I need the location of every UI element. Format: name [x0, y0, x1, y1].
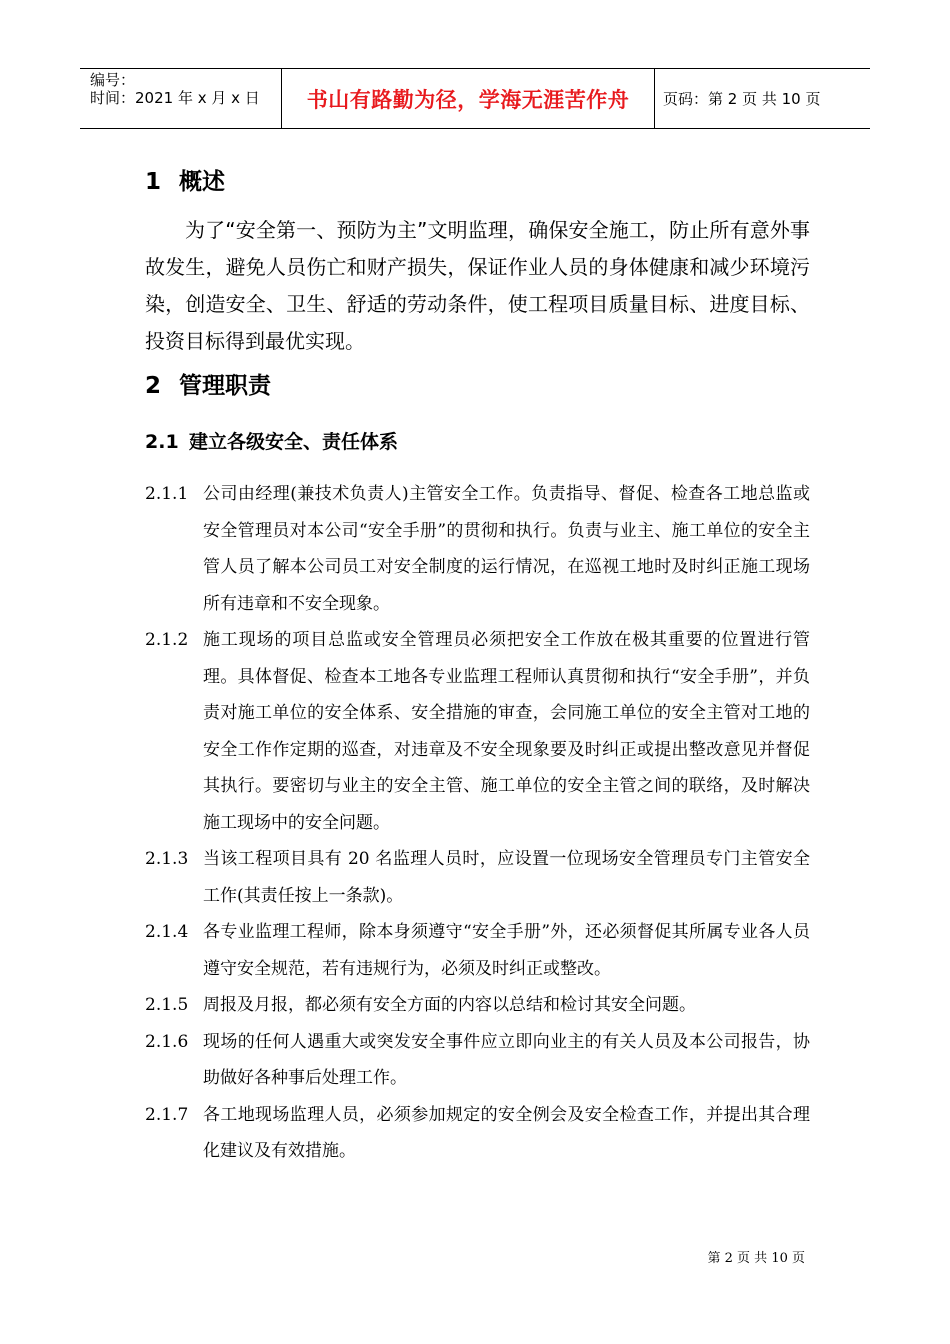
list-item [145, 1097, 810, 1170]
item-text: 周报及月报，都必须有安全方面的内容以总结和检讨其安全问题。 [203, 995, 696, 1015]
list-item [145, 622, 810, 841]
document-body [145, 160, 810, 1170]
list-item [145, 987, 810, 1024]
page-footer: 第 2 页 共 10 页 [707, 1251, 805, 1266]
section-heading-1 [145, 160, 810, 204]
subsection-title: 建立各级安全、责任体系 [189, 431, 399, 453]
list-item [145, 1024, 810, 1097]
item-text: 施工现场的项目总监或安全管理员必须把安全工作放在极其重要的位置进行管理。具体督促、检查本工地各专业监理工程师认真贯彻和执行“安全手册”，并负责对施工单位的安全体系、安全措施的审查，会同施工单位的安全主管对工地的安全工作作定期的巡查，对违章及不安全现象要及时纠正或提出整改意见并督促其执行。要密切与业主的安全主管、施工单位的安全主管之间的联络，及时解决施工现场中的安全问题。 [203, 630, 810, 833]
subsection-heading [145, 422, 810, 462]
list-item [145, 914, 810, 987]
document-date-label: 时间：2021 年 x 月 x 日 [90, 89, 260, 107]
item-number: 2.1.4 [145, 922, 189, 942]
item-number: 2.1.6 [145, 1031, 189, 1052]
document-number-label: 编号： [90, 71, 136, 89]
section-heading-2 [145, 364, 810, 408]
section-title: 管理职责 [179, 373, 271, 399]
item-text: 各专业监理工程师，除本身须遵守“安全手册”外，还必须督促其所属专业各人员遵守安全规范，若有违规行为，必须及时纠正或整改。 [203, 922, 810, 979]
header-page-info: 页码：第 2 页 共 10 页 [663, 90, 821, 108]
section-title: 概述 [179, 169, 225, 195]
list-item [145, 476, 810, 622]
item-number: 2.1.5 [145, 995, 189, 1015]
item-text: 当该工程项目具有 20 名监理人员时，应设置一位现场安全管理员专门主管安全工作(其责任按上一条款)。 [203, 849, 810, 906]
page-header [80, 68, 870, 129]
list-item [145, 841, 810, 914]
section-number: 1 [145, 169, 162, 195]
item-text: 公司由经理(兼技术负责人)主管安全工作。负责指导、督促、检查各工地总监或安全管理员对本公司“安全手册”的贯彻和执行。负责与业主、施工单位的安全主管人员了解本公司员工对安全制度的运行情况，在巡视工地时及时纠正施工现场所有违章和不安全现象。 [203, 484, 810, 614]
overview-paragraph: 为了“安全第一、预防为主”文明监理，确保安全施工，防止所有意外事故发生，避免人员伤亡和财产损失，保证作业人员的身体健康和减少环境污染，创造安全、卫生、舒适的劳动条件，使工程项目质量目标、进度目标、投资目标得到最优实现。 [145, 218, 810, 353]
item-number: 2.1.7 [145, 1104, 189, 1125]
subsection-number: 2.1 [145, 431, 179, 453]
item-text: 现场的任何人遇重大或突发安全事件应立即向业主的有关人员及本公司报告，协助做好各种事后处理工作。 [203, 1031, 810, 1088]
section-number: 2 [145, 373, 162, 399]
item-number: 2.1.1 [145, 484, 189, 504]
item-number: 2.1.3 [145, 849, 189, 869]
item-number: 2.1.2 [145, 630, 189, 650]
header-meta [80, 69, 281, 128]
item-text: 各工地现场监理人员，必须参加规定的安全例会及安全检查工作，并提出其合理化建议及有效措施。 [203, 1104, 810, 1161]
header-motto: 书山有路勤为径，学海无涯苦作舟 [281, 69, 655, 128]
